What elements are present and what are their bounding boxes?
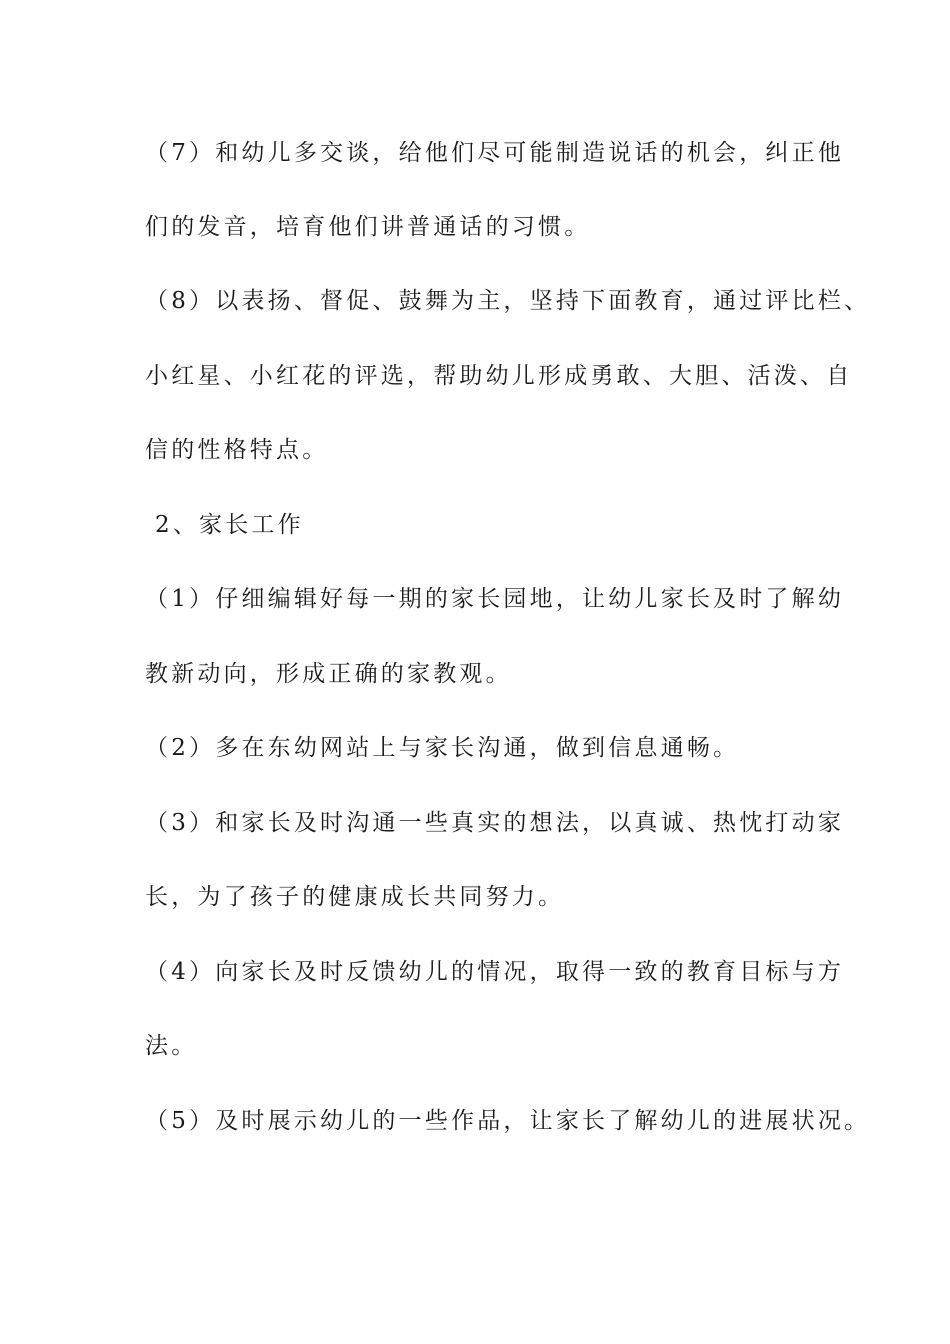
paragraph-7-line-2: 们的发音，培育他们讲普通话的习惯。 [145,214,591,240]
paragraph-7-line-1: （7）和幼儿多交谈，给他们尽可能制造说话的机会，纠正他 [145,140,845,166]
paragraph-5-line-1: （5）及时展示幼儿的一些作品，让家长了解幼儿的进展状况。 [145,1108,871,1134]
paragraph-8-line-2: 小红星、小红花的评选，帮助幼儿形成勇敢、大胆、活泼、自 [145,363,853,389]
paragraph-1-line-1: （1）仔细编辑好每一期的家长园地，让幼儿家长及时了解幼 [145,586,845,612]
paragraph-3-line-1: （3）和家长及时沟通一些真实的想法，以真诚、热忱打动家 [145,810,845,836]
section-heading-parent-work: 2、家长工作 [155,512,304,538]
paragraph-4-line-1: （4）向家长及时反馈幼儿的情况，取得一致的教育目标与方 [145,959,845,985]
paragraph-8-line-1: （8）以表扬、督促、鼓舞为主，坚持下面教育，通过评比栏、 [145,288,871,314]
paragraph-3-line-2: 长，为了孩子的健康成长共同努力。 [145,884,565,910]
paragraph-1-line-2: 教新动向，形成正确的家教观。 [145,661,512,687]
paragraph-4-line-2: 法。 [145,1033,198,1059]
paragraph-2-line-1: （2）多在东幼网站上与家长沟通，做到信息通畅。 [145,735,740,761]
paragraph-8-line-3: 信的性格特点。 [145,437,329,463]
